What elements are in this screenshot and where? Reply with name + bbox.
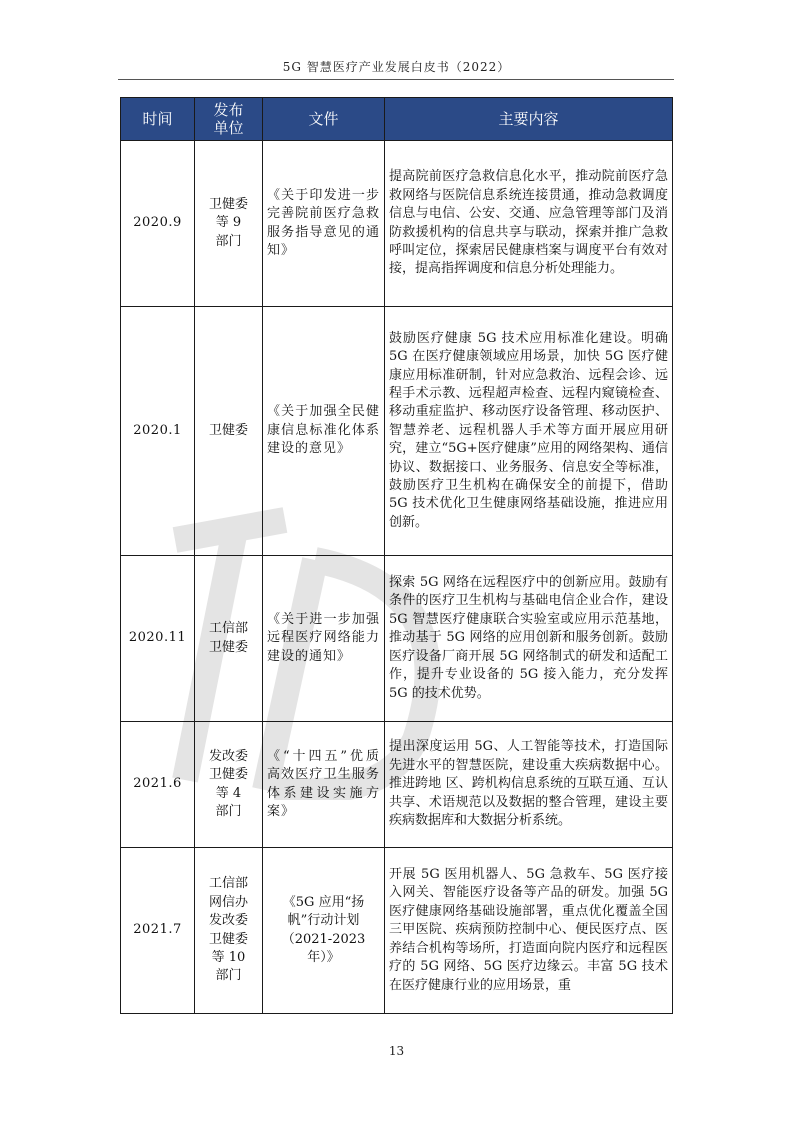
cell-content: 开展 5G 医用机器人、5G 急救车、5G 医疗接入网关、智能医疗设备等产品的研发。加强 5G 医疗健康网络基础设施部署，重点优化覆盖全国三甲医院、疾病预防控制中心、便民医疗点、医养结合机构等场所，打造面向院内医疗和远程医疗的 5G 网络、5G 医疗边缘云。丰富 5G 技术在医疗健康行业的应用场景，重 [385, 848, 673, 1014]
cell-time: 2021.7 [121, 848, 195, 1014]
cell-unit: 工信部 网信办 发改委 卫健委 等 10 部门 [195, 848, 263, 1014]
cell-content: 提高院前医疗急救信息化水平，推动院前医疗急救网络与医院信息系统连接贯通，推动急救调度信息与电信、公安、交通、应急管理等部门及消防救援机构的信息共享与联动，探索并推广急救呼叫定位，探索居民健康档案与调度平台有效对接，提高指挥调度和信息分析处理能力。 [385, 141, 673, 307]
cell-document: 《5G 应用“扬帆”行动计划（2021-2023 年）》 [263, 848, 385, 1014]
header-divider [118, 79, 674, 80]
cell-unit: 工信部 卫健委 [195, 556, 263, 722]
cell-content: 探索 5G 网络在远程医疗中的创新应用。鼓励有条件的医疗卫生机构与基础电信企业合作，建设 5G 智慧医疗健康联合实验室或应用示范基地，推动基于 5G 网络的应用创新和服务创新。鼓励医疗设备厂商开展 5G 网络制式的研发和适配工作，提升专业设备的 5G 接入能力，充分发挥 5G 的技术优势。 [385, 556, 673, 722]
table-row [121, 141, 673, 307]
cell-content: 鼓励医疗健康 5G 技术应用标准化建设。明确 5G 在医疗健康领域应用场景，加快 5G 医疗健康应用标准研制，针对应急救治、远程会诊、远程手术示教、远程超声检查、远程内窥镜检查、移动重症监护、移动医疗设备管理、移动医护、智慧养老、远程机器人手术等方面开展应用研究，建立“5G+医疗健康”应用的网络架构、通信协议、数据接口、业务服务、信息安全等标准，鼓励医疗卫生机构在确保安全的前提下，借助 5G 技术优化卫生健康网络基础设施，推进应用创新。 [385, 307, 673, 556]
cell-document: 《关于印发进一步完善院前医疗急救服务指导意见的通知》 [263, 141, 385, 307]
table-header-row [121, 98, 673, 141]
cell-time: 2021.6 [121, 722, 195, 848]
cell-document: 《关于加强全民健康信息标准化体系建设的意见》 [263, 307, 385, 556]
column-header-time: 时间 [121, 98, 195, 141]
cell-unit: 卫健委 [195, 307, 263, 556]
cell-unit: 卫健委 等 9 部门 [195, 141, 263, 307]
cell-document: 《“十四五”优质高效医疗卫生服务体系建设实施方案》 [263, 722, 385, 848]
cell-document: 《关于进一步加强远程医疗网络能力建设的通知》 [263, 556, 385, 722]
table-row [121, 307, 673, 556]
table-row [121, 722, 673, 848]
column-header-document: 文件 [263, 98, 385, 141]
cell-content: 提出深度运用 5G、人工智能等技术，打造国际先进水平的智慧医院，建设重大疾病数据中心。推进跨地 区、跨机构信息系统的互联互通、互认共享、术语规范以及数据的整合管理，建设主要疾病数据库和大数据分析系统。 [385, 722, 673, 848]
table-row [121, 848, 673, 1014]
cell-unit: 发改委 卫健委 等 4 部门 [195, 722, 263, 848]
policy-table [120, 97, 673, 1014]
page-number: 13 [388, 1044, 405, 1058]
column-header-unit [195, 98, 263, 141]
column-header-content: 主要内容 [385, 98, 673, 141]
cell-time: 2020.11 [121, 556, 195, 722]
running-header: 5G 智慧医疗产业发展白皮书（2022） [282, 60, 511, 74]
cell-time: 2020.1 [121, 307, 195, 556]
column-header-unit-label: 发布 单位 [213, 101, 244, 137]
cell-time: 2020.9 [121, 141, 195, 307]
table-row [121, 556, 673, 722]
